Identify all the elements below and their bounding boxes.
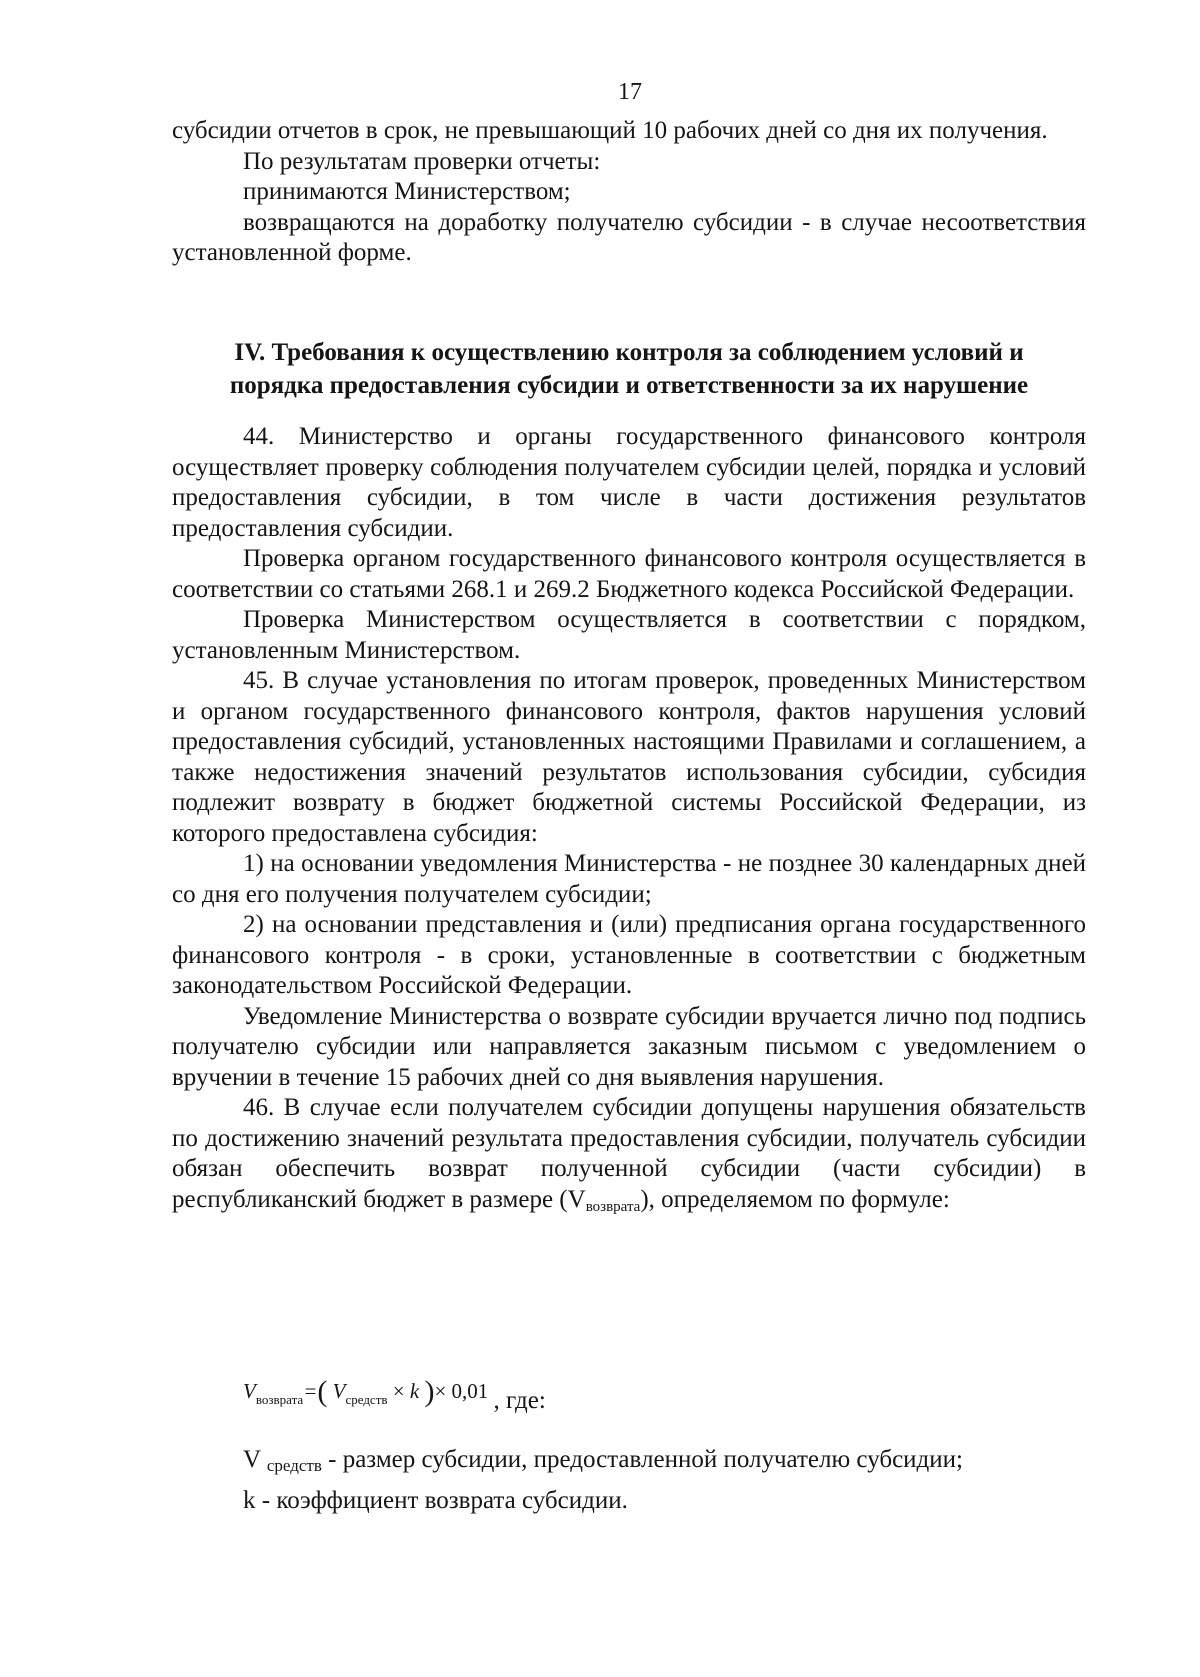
list-item-2: 2) на основании представления и (или) предписания органа государственного финансового контроля - в сроки, установленные в соответствии с бюджетным законодательством Российской Федерации. bbox=[172, 911, 1086, 999]
paragraph-46-text: 46. В случае если получателем субсидии допущены нарушения обязательств по достижению значений результата предоставления субсидии, получатель субсидии обязан обеспечить возврат полученной субсидии (части субсидии) в республиканский бюджет в размере (V bbox=[172, 1094, 1086, 1213]
definition-text: - коэффициент возврата субсидии. bbox=[255, 1487, 628, 1514]
definition-subscript: средств bbox=[266, 1456, 322, 1475]
formula-var-subscript: средств bbox=[345, 1392, 388, 1407]
definition-symbol: k bbox=[243, 1487, 256, 1514]
formula-k: k bbox=[409, 1379, 420, 1403]
definition-symbol: V bbox=[243, 1446, 261, 1473]
definition-v-means bbox=[243, 1442, 963, 1483]
paragraph-44: 44. Министерство и органы государственного финансового контроля осуществляет проверку соблюдения получателем субсидии целей, порядка и условий предоставления субсидии, в том числе в части достижения результатов предоставления субсидии. bbox=[172, 423, 1086, 542]
paragraph-46-subscript: возврата bbox=[585, 1198, 641, 1215]
refund-formula bbox=[243, 1375, 546, 1415]
formula-lhs: V bbox=[243, 1379, 256, 1403]
paragraph-check-financial-control: Проверка органом государственного финансового контроля осуществляется в соответствии со статьями 268.1 и 269.2 Бюджетного кодекса Российской Федерации. bbox=[172, 545, 1086, 603]
formula-close-paren: ) bbox=[424, 1375, 435, 1408]
intro-paragraph: возвращаются на доработку получателю субсидии - в случае несоответствия установленной форме. bbox=[172, 208, 1086, 266]
formula-factor: × 0,01 bbox=[434, 1379, 489, 1403]
definition-k bbox=[243, 1483, 963, 1518]
paragraph-46-text-end: ), определяемом по формуле: bbox=[640, 1185, 950, 1213]
section-body bbox=[172, 422, 1086, 1222]
formula-lhs-subscript: возврата bbox=[255, 1392, 304, 1407]
section-heading bbox=[172, 336, 1086, 402]
paragraph-notification: Уведомление Министерства о возврате субсидии вручается лично под подпись получателю субсидии или направляется заказным письмом с уведомлением о вручении в течение 15 рабочих дней со дня выявления нарушения. bbox=[172, 1002, 1086, 1091]
formula-where: , где: bbox=[493, 1387, 546, 1414]
section-heading-line: порядка предоставления субсидии и ответственности за их нарушение bbox=[229, 372, 1029, 399]
intro-paragraph: принимаются Министерством; bbox=[243, 178, 571, 205]
formula-definitions bbox=[243, 1442, 963, 1518]
intro-paragraph: По результатам проверки отчеты: bbox=[243, 147, 601, 175]
formula-open-paren: ( bbox=[317, 1375, 328, 1408]
definition-text: - размер субсидии, предоставленной получателю субсидии; bbox=[321, 1446, 963, 1473]
formula-var: V bbox=[332, 1379, 346, 1403]
paragraph-check-ministry: Проверка Министерством осуществляется в соответствии с порядком, установленным Министерством. bbox=[172, 606, 1086, 664]
intro-text bbox=[172, 116, 1086, 269]
paragraph-46 bbox=[172, 1093, 1086, 1222]
paragraph-45: 45. В случае установления по итогам проверок, проведенных Министерством и органом государственного финансового контроля, фактов нарушения условий предоставления субсидий, установленных настоящими Правилами и соглашением, а также недостижения значений результатов использования субсидии, субсидия подлежит возврату в бюджет бюджетной системы Российской Федерации, из которого предоставлена субсидия: bbox=[172, 667, 1086, 847]
page-number: 17 bbox=[618, 79, 642, 105]
intro-paragraph: субсидии отчетов в срок, не превышающий 10 рабочих дней со дня их получения. bbox=[172, 117, 1048, 144]
list-item-1: 1) на основании уведомления Министерства - не позднее 30 календарных дней со дня его получения получателем субсидии; bbox=[172, 850, 1086, 908]
formula-times: × bbox=[392, 1379, 405, 1403]
formula-equals: = bbox=[303, 1379, 318, 1403]
section-heading-line: IV. Требования к осуществлению контроля за соблюдением условий и bbox=[234, 339, 1024, 366]
